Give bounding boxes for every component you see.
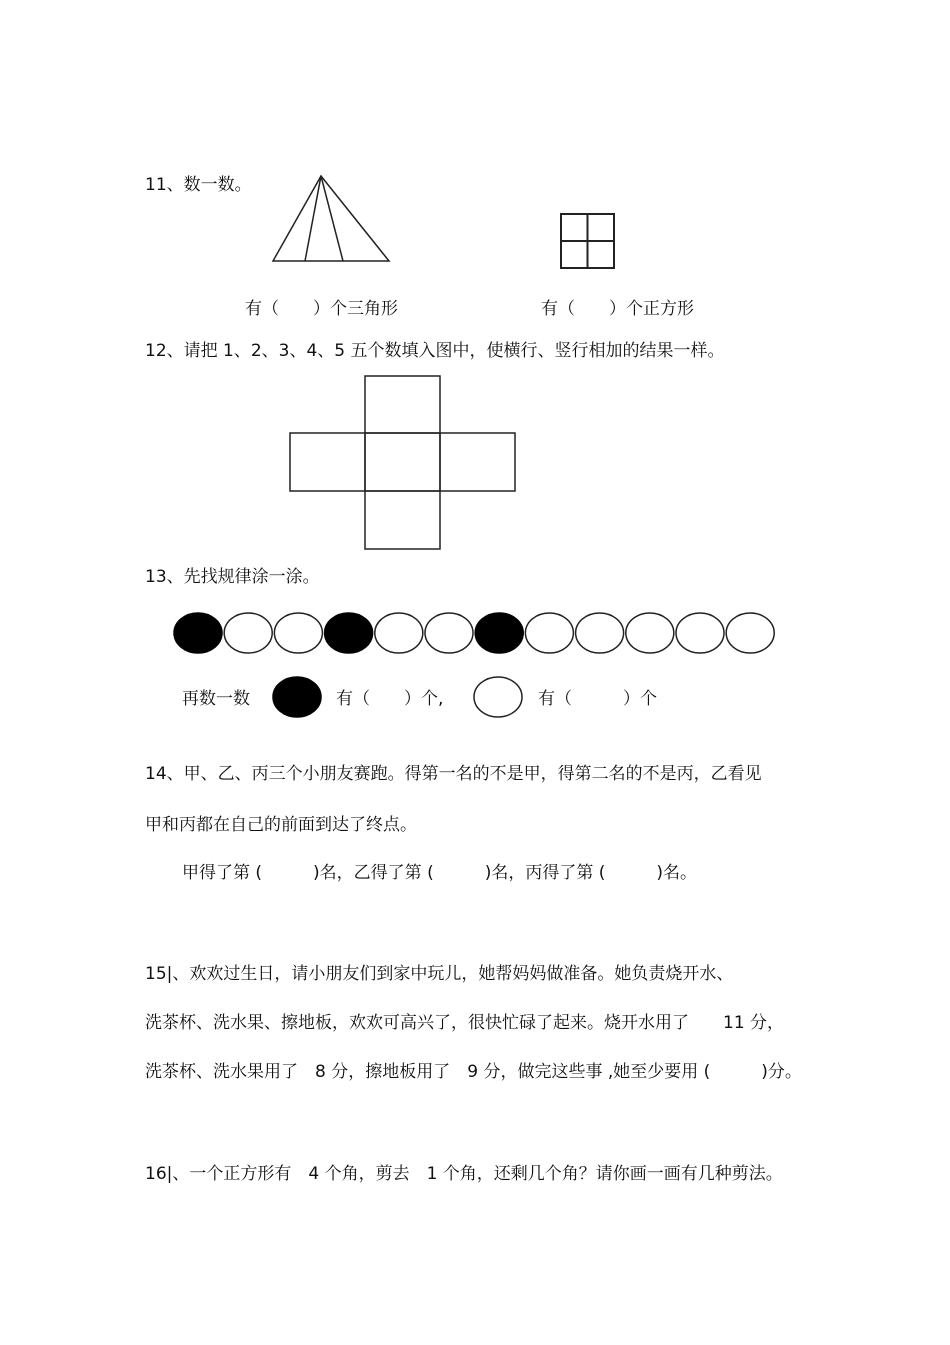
q14-line1: 14、甲、乙、丙三个小朋友赛跑。得第一名的不是甲，得第二名的不是丙，乙看见 bbox=[145, 764, 762, 784]
filled-oval bbox=[475, 613, 523, 653]
cross-cell-bottom bbox=[365, 491, 440, 549]
filled-oval-icon bbox=[271, 675, 323, 719]
empty-oval bbox=[375, 613, 423, 653]
empty-oval bbox=[274, 613, 322, 653]
oval-pattern-row bbox=[172, 612, 776, 656]
triangle-count-answer[interactable]: 有（ ）个三角形 bbox=[245, 299, 398, 319]
q15-line1: 15|、欢欢过生日，请小朋友们到家中玩儿，她帮妈妈做准备。她负责烧开水、 bbox=[145, 964, 734, 984]
filled-oval bbox=[325, 613, 373, 653]
filled-oval bbox=[174, 613, 222, 653]
square-grid-figure bbox=[559, 212, 617, 270]
empty-oval bbox=[676, 613, 724, 653]
q14-answer-line[interactable]: 甲得了第 ( )名，乙得了第 ( )名，丙得了第 ( )名。 bbox=[182, 863, 698, 883]
cross-cell-right bbox=[440, 433, 515, 491]
empty-oval-icon bbox=[472, 675, 524, 719]
q15-line2: 洗茶杯、洗水果、擦地板，欢欢可高兴了，很快忙碌了起来。烧开水用了 11 分， bbox=[145, 1013, 785, 1033]
q12-prompt: 12、请把 1、2、3、4、5 五个数填入图中，使横行、竖行相加的结果一样。 bbox=[145, 341, 725, 361]
count-label: 再数一数 bbox=[182, 689, 250, 709]
empty-count-answer[interactable]: 有（ ）个 bbox=[538, 689, 657, 709]
filled-count-answer[interactable]: 有（ ）个, bbox=[336, 689, 444, 709]
cross-cell-center bbox=[365, 433, 440, 491]
cross-grid-figure bbox=[288, 374, 518, 552]
q15-line3[interactable]: 洗茶杯、洗水果用了 8 分，擦地板用了 9 分，做完这些事 ,她至少要用 ( )分。 bbox=[145, 1062, 802, 1082]
empty-oval bbox=[726, 613, 774, 653]
q11-prompt: 11、数一数。 bbox=[145, 175, 252, 195]
empty-oval bbox=[626, 613, 674, 653]
square-count-answer[interactable]: 有（ ）个正方形 bbox=[541, 299, 694, 319]
empty-oval bbox=[525, 613, 573, 653]
empty-oval bbox=[224, 613, 272, 653]
q16-line1: 16|、一个正方形有 4 个角，剪去 1 个角，还剩几个角？请你画一画有几种剪法。 bbox=[145, 1164, 783, 1184]
empty-oval bbox=[425, 613, 473, 653]
q13-prompt: 13、先找规律涂一涂。 bbox=[145, 567, 320, 587]
empty-oval bbox=[576, 613, 624, 653]
cross-cell-left bbox=[290, 433, 365, 491]
triangle-figure bbox=[270, 174, 392, 266]
cross-cell-top bbox=[365, 376, 440, 433]
q14-line2: 甲和丙都在自己的前面到达了终点。 bbox=[145, 815, 417, 835]
